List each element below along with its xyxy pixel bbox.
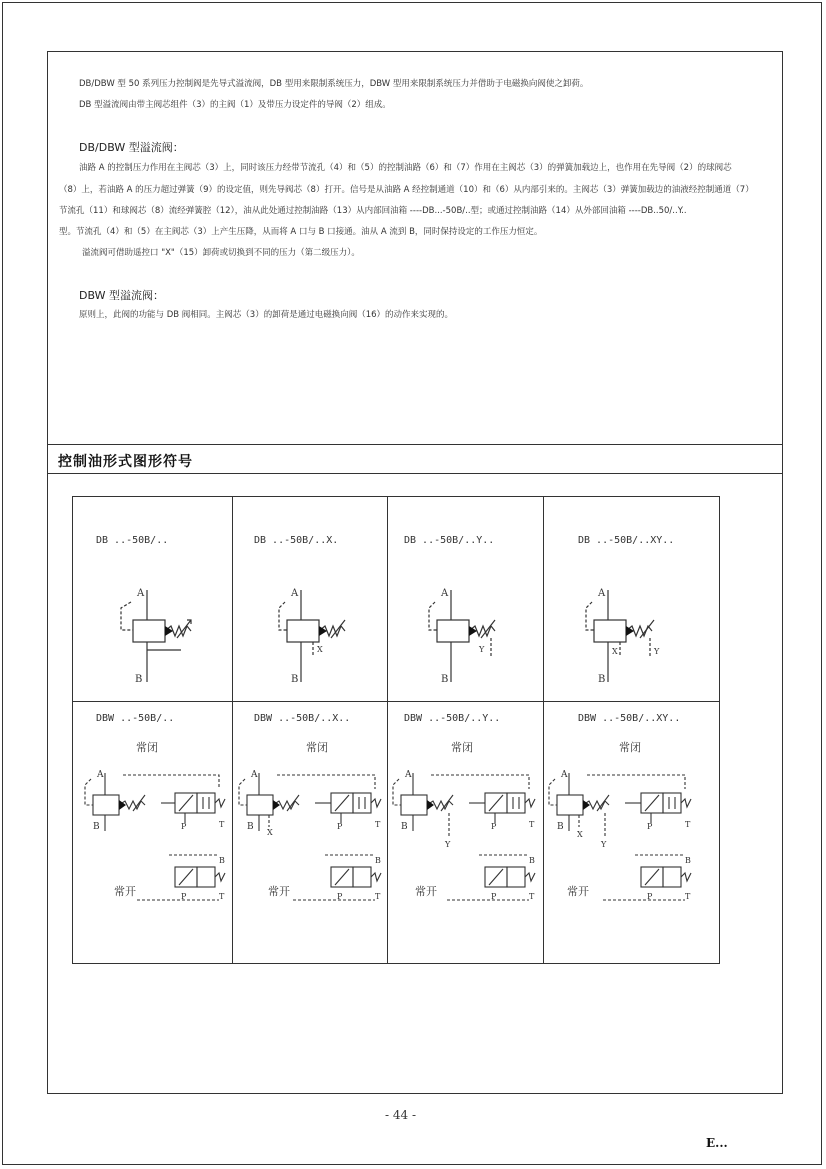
relief-valve-x-symbol: [271, 582, 381, 687]
port-a-label: A: [441, 588, 449, 599]
port-y-label: Y: [445, 840, 451, 849]
grid-row-divider: [73, 701, 719, 702]
port-b-label: B: [135, 674, 143, 685]
port-t-label: T: [529, 892, 535, 901]
symbol-label-dbw: DBW ..-50B/..: [96, 713, 175, 724]
page-number: - 44 -: [385, 1108, 417, 1122]
port-b-label: B: [529, 856, 535, 865]
port-b-label: B: [441, 674, 449, 685]
symbol-label-db-xy: DB ..-50B/..XY..: [578, 535, 675, 546]
port-p-label: P: [647, 892, 653, 901]
symbol-label-dbw-y: DBW ..-50B/..Y..: [404, 713, 501, 724]
port-t-label: T: [219, 820, 225, 829]
db-paragraph-line-4: 型。节流孔（4）和（5）在主阀芯（3）上产生压降，从而将 A 口与 B 口接通。油从 A 流到 B，同时保持设定的工作压力恒定。: [59, 227, 543, 237]
port-x-label: X: [612, 647, 618, 656]
relief-valve-symbol: [111, 582, 221, 687]
port-b-label: B: [93, 822, 100, 832]
symbols-grid: [72, 496, 720, 964]
dbw-valve-x-symbol: [235, 765, 385, 925]
port-x-label: X: [267, 828, 273, 837]
port-t-label: T: [685, 820, 691, 829]
symbol-label-db: DB ..-50B/..: [96, 535, 169, 546]
symbols-section-bar: [47, 444, 783, 474]
symbol-label-dbw-xy: DBW ..-50B/..XY..: [578, 713, 681, 724]
port-t-label: T: [375, 820, 381, 829]
normally-closed-label: 常闭: [451, 741, 473, 754]
port-p-label: P: [337, 822, 343, 831]
port-a-label: A: [291, 588, 299, 599]
port-t-label: T: [375, 892, 381, 901]
port-y-label: Y: [479, 645, 485, 654]
port-a-label: A: [251, 770, 258, 780]
port-p-label: P: [647, 822, 653, 831]
port-b-label: B: [598, 674, 606, 685]
normally-open-label: 常开: [415, 885, 437, 898]
port-x-label: X: [317, 645, 323, 654]
port-a-label: A: [405, 770, 412, 780]
normally-closed-label: 常闭: [306, 741, 328, 754]
port-p-label: P: [491, 822, 497, 831]
dbw-valve-y-symbol: [389, 765, 539, 925]
port-t-label: T: [219, 892, 225, 901]
port-b-label: B: [247, 822, 254, 832]
port-a-label: A: [137, 588, 145, 599]
symbol-label-db-y: DB ..-50B/..Y..: [404, 535, 495, 546]
port-b-label: B: [685, 856, 691, 865]
port-b-label: B: [401, 822, 408, 832]
port-b-label: B: [557, 822, 564, 832]
grid-divider: [232, 497, 233, 963]
port-p-label: P: [181, 822, 187, 831]
port-b-label: B: [219, 856, 225, 865]
port-x-label: X: [577, 830, 583, 839]
dbw-valve-symbol: [79, 765, 229, 925]
port-t-label: T: [685, 892, 691, 901]
normally-closed-label: 常闭: [619, 741, 641, 754]
port-p-label: P: [181, 892, 187, 901]
db-paragraph-line-3: 节流孔（11）和球阀芯（8）流经弹簧腔（12），油从此处通过控制油路（13）从内部回油箱 ----DB...-50B/..型；或通过控制油路（14）从外部回油箱 ----DB..50/..Y..: [59, 206, 687, 216]
port-a-label: A: [598, 588, 606, 599]
db-section-heading: DB/DBW 型溢流阀：: [79, 141, 184, 154]
normally-open-label: 常开: [268, 885, 290, 898]
dbw-paragraph-line-1: 原则上，此阀的功能与 DB 阀相同。主阀芯（3）的卸荷是通过电磁换向阀（16）的动作来实现的。: [79, 310, 454, 320]
symbol-label-dbw-x: DBW ..-50B/..X..: [254, 713, 351, 724]
dbw-valve-xy-symbol: [545, 765, 695, 925]
brand-logo: E...: [706, 1136, 728, 1150]
grid-divider: [543, 497, 544, 963]
db-paragraph-line-2: （8）上，若油路 A 的压力超过弹簧（9）的设定值，则先导阀芯（8）打开。信号是从油路 A 经控制通道（10）和（6）从内部引来的。主阀芯（3）弹簧加载边的油液经控制通道（7）: [59, 185, 754, 195]
port-t-label: T: [529, 820, 535, 829]
normally-open-label: 常开: [567, 885, 589, 898]
intro-line-2: DB 型溢流阀由带主阀芯组件（3）的主阀（1）及带压力设定件的导阀（2）组成。: [79, 100, 391, 110]
port-y-label: Y: [654, 647, 660, 656]
dbw-section-heading: DBW 型溢流阀：: [79, 289, 164, 302]
db-paragraph-line-5: 溢流阀可借助遥控口 "X"（15）卸荷或切换到不同的压力（第二级压力）。: [82, 248, 360, 258]
port-p-label: P: [337, 892, 343, 901]
normally-open-label: 常开: [114, 885, 136, 898]
symbols-section-title: 控制油形式图形符号: [58, 454, 193, 470]
symbol-label-db-x: DB ..-50B/..X.: [254, 535, 339, 546]
port-a-label: A: [97, 770, 104, 780]
intro-line-1: DB/DBW 型 50 系列压力控制阀是先导式溢流阀，DB 型用来限制系统压力，DBW 型用来限制系统压力并借助于电磁换向阀使之卸荷。: [79, 79, 589, 89]
port-y-label: Y: [601, 840, 607, 849]
port-b-label: B: [291, 674, 299, 685]
normally-closed-label: 常闭: [136, 741, 158, 754]
relief-valve-y-symbol: [423, 582, 533, 687]
port-p-label: P: [491, 892, 497, 901]
port-a-label: A: [561, 770, 568, 780]
grid-divider: [387, 497, 388, 963]
relief-valve-xy-symbol: [578, 582, 693, 687]
db-paragraph-line-1: 油路 A 的控制压力作用在主阀芯（3）上，同时该压力经带节流孔（4）和（5）的控制油路（6）和（7）作用在主阀芯（3）的弹簧加载边上，也作用在先导阀（2）的球阀芯: [79, 163, 732, 173]
port-b-label: B: [375, 856, 381, 865]
